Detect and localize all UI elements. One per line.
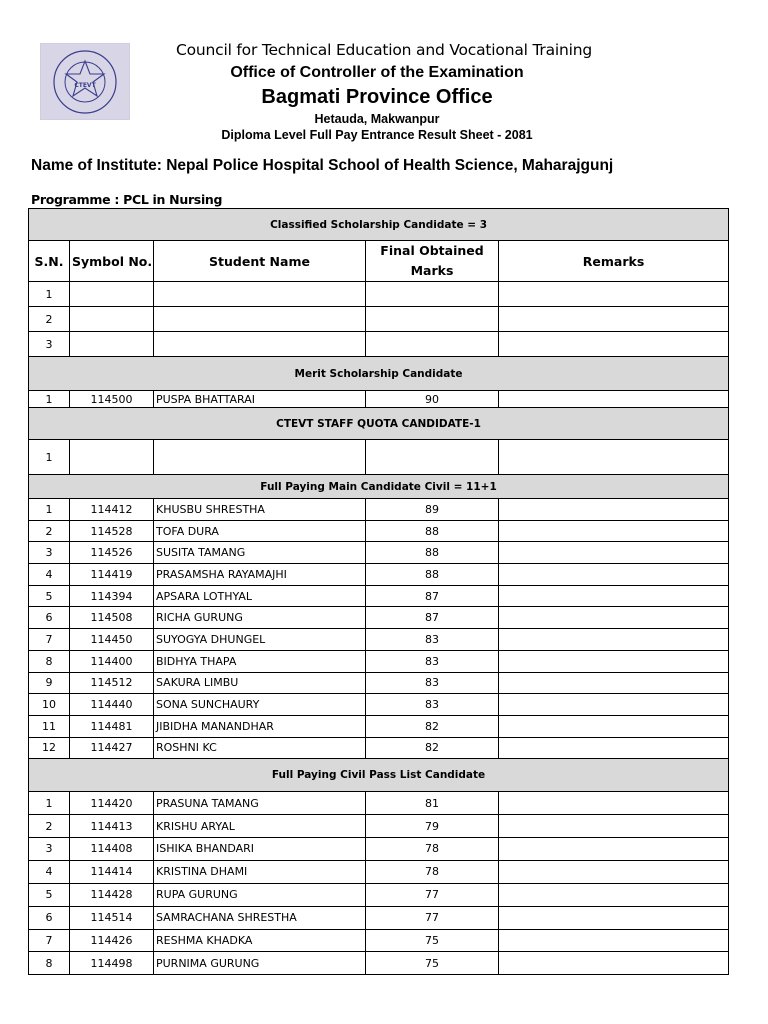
table-row (29, 499, 729, 521)
section-header-staff-quota (29, 408, 729, 440)
section-header-pass-list (29, 759, 729, 792)
cell-student-name: SUSITA TAMANG (154, 542, 366, 564)
cell-marks: 78 (366, 860, 499, 883)
cell-sn: 2 (29, 520, 70, 542)
cell-symbol: 114426 (70, 929, 154, 952)
cell-marks: 88 (366, 520, 499, 542)
section-header-classified (29, 209, 729, 241)
col-header-symbol: Symbol No. (70, 241, 154, 282)
cell-sn: 6 (29, 906, 70, 929)
cell-remarks (499, 307, 729, 332)
cell-student-name (154, 440, 366, 475)
cell-marks: 87 (366, 607, 499, 629)
table-row (29, 929, 729, 952)
cell-student-name: RICHA GURUNG (154, 607, 366, 629)
cell-symbol: 114412 (70, 499, 154, 521)
cell-student-name: TOFA DURA (154, 520, 366, 542)
cell-student-name: PUSPA BHATTARAI (154, 391, 366, 408)
cell-symbol: 114428 (70, 883, 154, 906)
cell-symbol: 114414 (70, 860, 154, 883)
cell-marks: 78 (366, 838, 499, 861)
cell-student-name: SAMRACHANA SHRESTHA (154, 906, 366, 929)
cell-marks (366, 332, 499, 357)
cell-remarks (499, 737, 729, 759)
result-table (28, 208, 729, 975)
col-header-name: Student Name (154, 241, 366, 282)
cell-marks: 83 (366, 650, 499, 672)
cell-remarks (499, 650, 729, 672)
cell-marks: 88 (366, 542, 499, 564)
cell-remarks (499, 952, 729, 975)
province-office-title: Bagmati Province Office (261, 86, 493, 108)
table-row (29, 520, 729, 542)
cell-marks: 77 (366, 906, 499, 929)
col-header-marks-line1: Final Obtained (380, 243, 484, 258)
cell-student-name: PURNIMA GURUNG (154, 952, 366, 975)
col-header-marks-line2: Marks (410, 263, 454, 278)
cell-marks: 83 (366, 694, 499, 716)
table-row (29, 542, 729, 564)
cell-student-name (154, 332, 366, 357)
cell-student-name: RESHMA KHADKA (154, 929, 366, 952)
section-header-main (29, 475, 729, 499)
cell-symbol: 114394 (70, 585, 154, 607)
cell-symbol: 114514 (70, 906, 154, 929)
cell-symbol (70, 332, 154, 357)
table-row (29, 838, 729, 861)
cell-sn: 6 (29, 607, 70, 629)
cell-remarks (499, 585, 729, 607)
cell-symbol (70, 282, 154, 307)
table-row (29, 607, 729, 629)
cell-marks: 81 (366, 792, 499, 815)
cell-student-name: PRASAMSHA RAYAMAJHI (154, 564, 366, 586)
table-row (29, 792, 729, 815)
logo-text: CTEVT (74, 81, 96, 89)
table-row (29, 952, 729, 975)
section-title: Merit Scholarship Candidate (29, 357, 729, 391)
table-row (29, 906, 729, 929)
table-row (29, 650, 729, 672)
table-header-row (29, 241, 729, 282)
cell-marks (366, 282, 499, 307)
cell-student-name: PRASUNA TAMANG (154, 792, 366, 815)
table-row (29, 585, 729, 607)
cell-remarks (499, 792, 729, 815)
council-title: Council for Technical Education and Vocational Training (175, 41, 593, 59)
section-title: Classified Scholarship Candidate = 3 (29, 209, 729, 241)
cell-remarks (499, 391, 729, 408)
cell-remarks (499, 542, 729, 564)
office-title: Office of Controller of the Examination (230, 64, 524, 81)
cell-marks (366, 307, 499, 332)
cell-student-name: APSARA LOTHYAL (154, 585, 366, 607)
cell-sn: 8 (29, 952, 70, 975)
table-row (29, 282, 729, 307)
cell-symbol: 114419 (70, 564, 154, 586)
cell-symbol (70, 307, 154, 332)
cell-student-name: BIDHYA THAPA (154, 650, 366, 672)
cell-marks: 83 (366, 672, 499, 694)
cell-sn: 2 (29, 307, 70, 332)
cell-sn: 4 (29, 860, 70, 883)
cell-student-name: JIBIDHA MANANDHAR (154, 715, 366, 737)
cell-sn: 3 (29, 332, 70, 357)
cell-sn: 11 (29, 715, 70, 737)
cell-student-name: ROSHNI KC (154, 737, 366, 759)
cell-sn: 5 (29, 883, 70, 906)
col-header-sn: S.N. (29, 241, 70, 282)
cell-marks: 83 (366, 629, 499, 651)
table-row (29, 391, 729, 408)
table-row (29, 564, 729, 586)
cell-remarks (499, 520, 729, 542)
cell-symbol: 114508 (70, 607, 154, 629)
cell-sn: 5 (29, 585, 70, 607)
cell-remarks (499, 440, 729, 475)
cell-sn: 8 (29, 650, 70, 672)
table-row (29, 883, 729, 906)
cell-symbol: 114427 (70, 737, 154, 759)
table-row (29, 332, 729, 357)
cell-student-name: SAKURA LIMBU (154, 672, 366, 694)
cell-symbol: 114512 (70, 672, 154, 694)
section-header-merit (29, 357, 729, 391)
cell-sn: 7 (29, 629, 70, 651)
col-header-remarks: Remarks (499, 241, 729, 282)
cell-student-name: RUPA GURUNG (154, 883, 366, 906)
location: Hetauda, Makwanpur (314, 112, 440, 126)
cell-symbol: 114450 (70, 629, 154, 651)
cell-remarks (499, 672, 729, 694)
cell-marks (366, 440, 499, 475)
cell-sn: 7 (29, 929, 70, 952)
table-row (29, 737, 729, 759)
table-row (29, 629, 729, 651)
cell-marks: 87 (366, 585, 499, 607)
cell-marks: 79 (366, 815, 499, 838)
table-row (29, 815, 729, 838)
cell-remarks (499, 906, 729, 929)
cell-symbol: 114526 (70, 542, 154, 564)
table-row (29, 440, 729, 475)
section-title: Full Paying Civil Pass List Candidate (29, 759, 729, 792)
cell-remarks (499, 815, 729, 838)
cell-sn: 9 (29, 672, 70, 694)
cell-sn: 1 (29, 792, 70, 815)
cell-sn: 1 (29, 391, 70, 408)
cell-symbol: 114413 (70, 815, 154, 838)
cell-remarks (499, 282, 729, 307)
table-row (29, 715, 729, 737)
section-title: Full Paying Main Candidate Civil = 11+1 (29, 475, 729, 499)
section-title: CTEVT STAFF QUOTA CANDIDATE-1 (29, 408, 729, 440)
programme-name: Programme : PCL in Nursing (31, 192, 223, 207)
cell-remarks (499, 499, 729, 521)
cell-symbol: 114500 (70, 391, 154, 408)
table-row (29, 672, 729, 694)
cell-remarks (499, 860, 729, 883)
cell-sn: 3 (29, 838, 70, 861)
cell-symbol: 114420 (70, 792, 154, 815)
cell-remarks (499, 564, 729, 586)
cell-student-name: ISHIKA BHANDARI (154, 838, 366, 861)
cell-symbol: 114400 (70, 650, 154, 672)
cell-marks: 82 (366, 715, 499, 737)
cell-student-name: SUYOGYA DHUNGEL (154, 629, 366, 651)
cell-student-name: KRISHU ARYAL (154, 815, 366, 838)
cell-student-name (154, 282, 366, 307)
table-row (29, 694, 729, 716)
cell-marks: 75 (366, 952, 499, 975)
cell-remarks (499, 332, 729, 357)
cell-remarks (499, 694, 729, 716)
cell-remarks (499, 883, 729, 906)
cell-symbol: 114408 (70, 838, 154, 861)
cell-marks: 89 (366, 499, 499, 521)
cell-sn: 12 (29, 737, 70, 759)
cell-symbol: 114498 (70, 952, 154, 975)
cell-remarks (499, 838, 729, 861)
cell-symbol: 114528 (70, 520, 154, 542)
cell-remarks (499, 929, 729, 952)
cell-sn: 4 (29, 564, 70, 586)
col-header-marks (366, 241, 499, 282)
cell-marks: 82 (366, 737, 499, 759)
cell-student-name: KRISTINA DHAMI (154, 860, 366, 883)
cell-sn: 10 (29, 694, 70, 716)
cell-sn: 1 (29, 282, 70, 307)
cell-remarks (499, 629, 729, 651)
cell-sn: 1 (29, 440, 70, 475)
cell-marks: 88 (366, 564, 499, 586)
sheet-title: Diploma Level Full Pay Entrance Result Sheet - 2081 (221, 128, 533, 142)
cell-student-name: SONA SUNCHAURY (154, 694, 366, 716)
cell-sn: 2 (29, 815, 70, 838)
cell-marks: 75 (366, 929, 499, 952)
table-row (29, 860, 729, 883)
cell-student-name: KHUSBU SHRESTHA (154, 499, 366, 521)
cell-sn: 1 (29, 499, 70, 521)
cell-marks: 90 (366, 391, 499, 408)
cell-sn: 3 (29, 542, 70, 564)
cell-symbol: 114440 (70, 694, 154, 716)
cell-symbol (70, 440, 154, 475)
institute-name: Name of Institute: Nepal Police Hospital School of Health Science, Maharajgunj (31, 157, 614, 174)
cell-symbol: 114481 (70, 715, 154, 737)
cell-student-name (154, 307, 366, 332)
cell-remarks (499, 607, 729, 629)
table-row (29, 307, 729, 332)
cell-marks: 77 (366, 883, 499, 906)
cell-remarks (499, 715, 729, 737)
